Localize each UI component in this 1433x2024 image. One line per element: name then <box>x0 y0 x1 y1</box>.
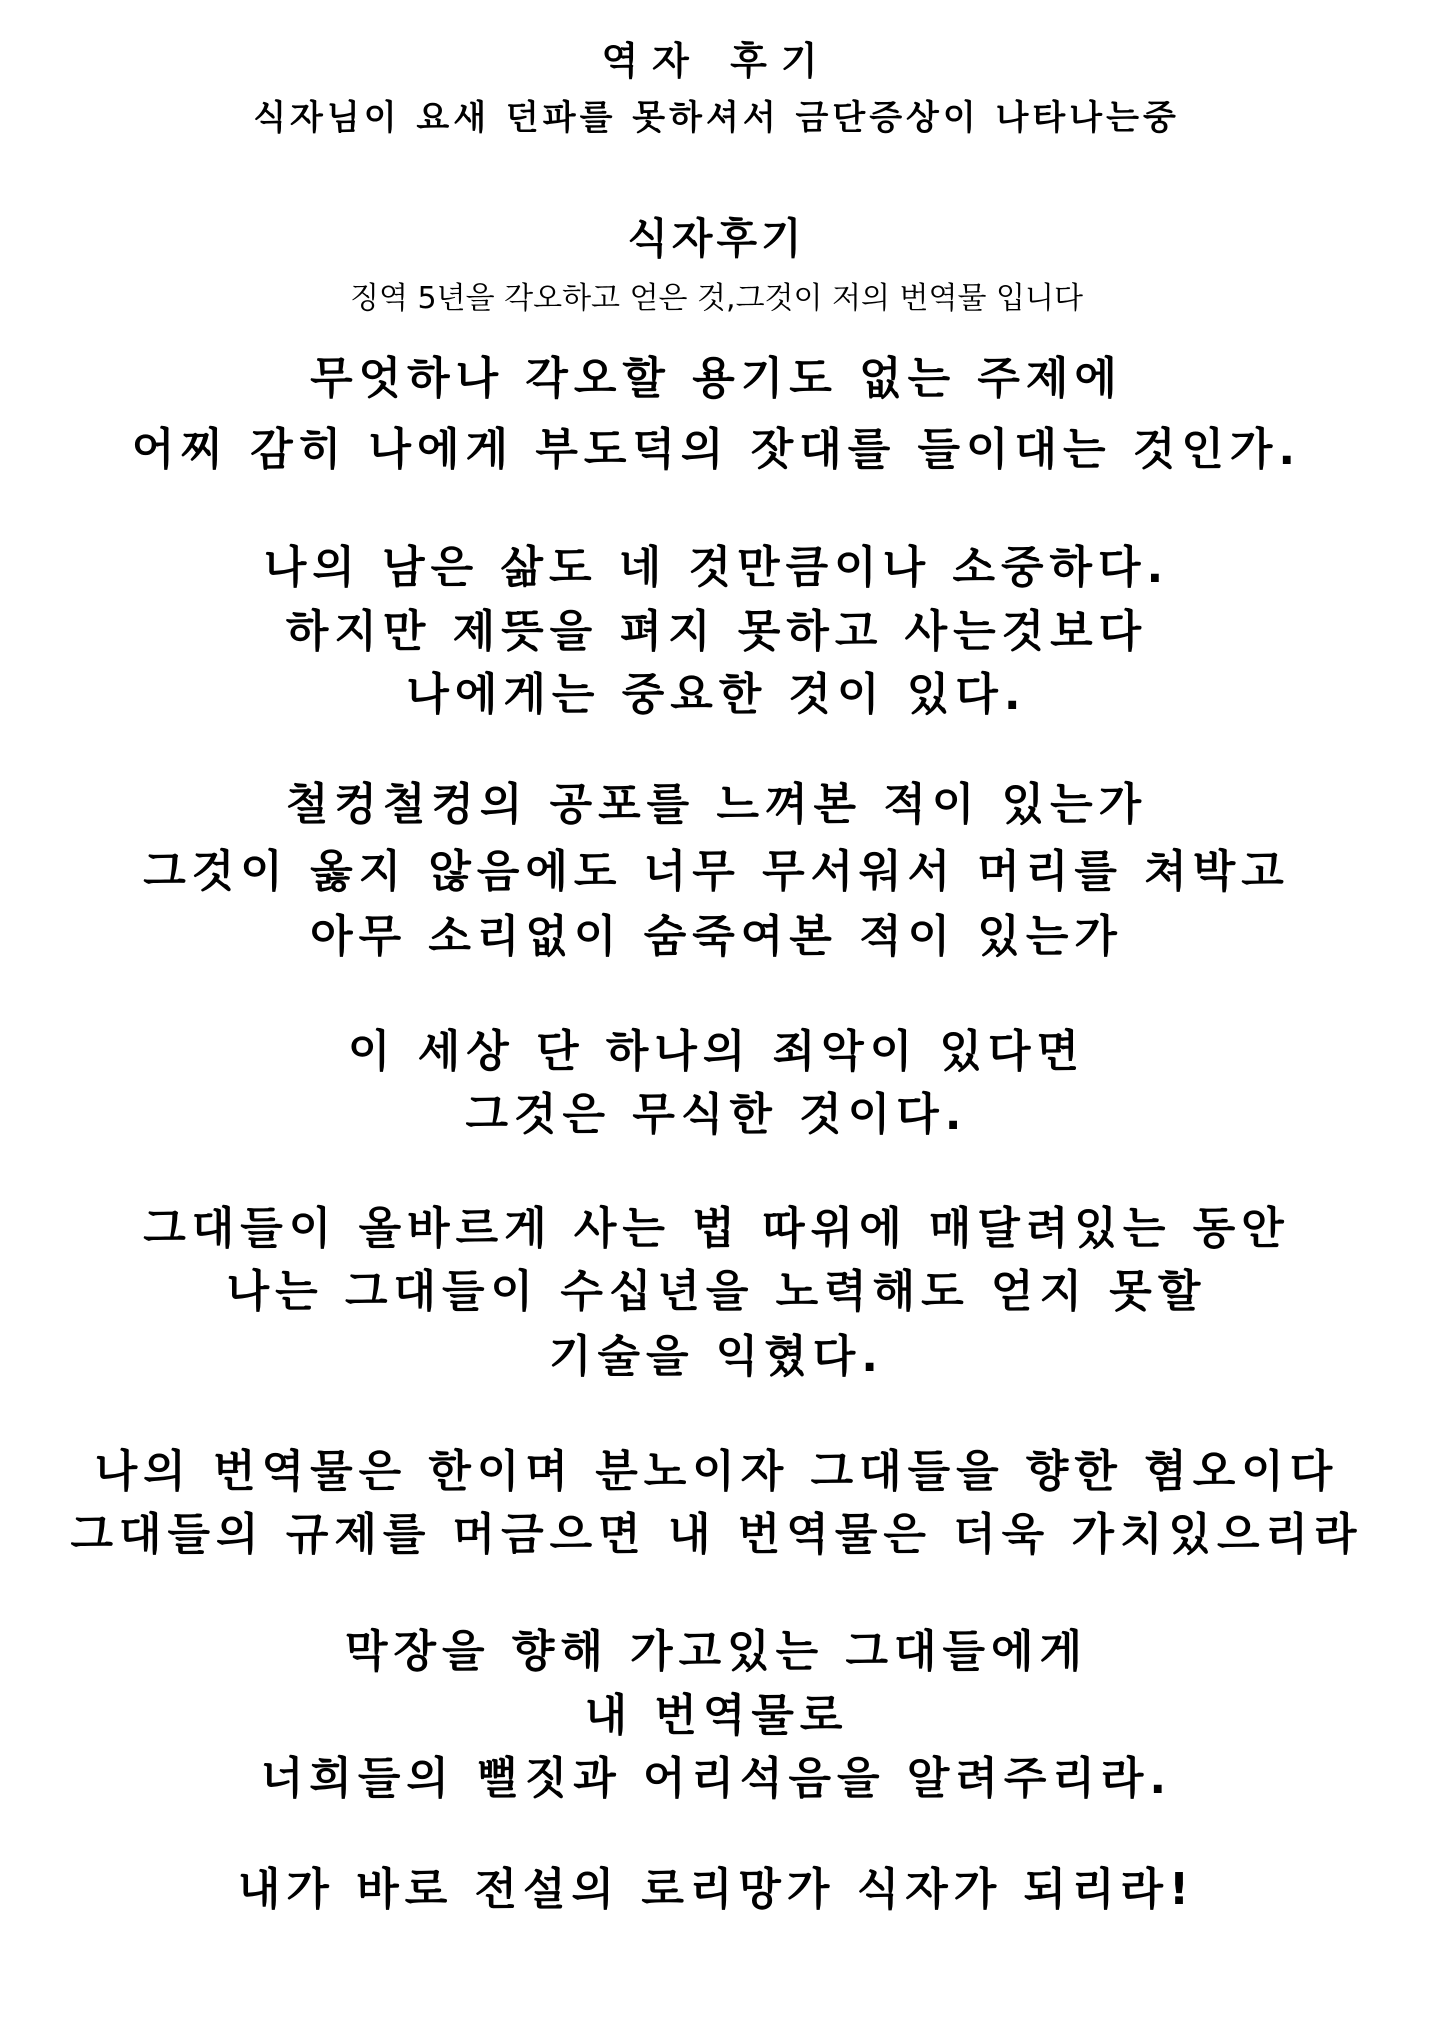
poem-line: 그것은 무식한 것이다. <box>465 1089 968 1140</box>
poem-line: 기술을 익혔다. <box>548 1331 885 1382</box>
poem-line: 그대들이 올바르게 사는 법 따위에 매달려있는 동안 <box>143 1203 1290 1254</box>
poem-line: 하지만 제뜻을 펴지 못하고 사는것보다 <box>285 606 1148 657</box>
poem-line: 무엇하나 각오할 용기도 없는 주제에 <box>310 353 1123 404</box>
poem-line: 그것이 옳지 않음에도 너무 무서워서 머리를 쳐박고 <box>143 846 1290 897</box>
poem-line: 그대들의 규제를 머금으면 내 번역물은 더욱 가치있으리라 <box>70 1509 1363 1560</box>
poem-line: 나의 남은 삶도 네 것만큼이나 소중하다. <box>263 542 1170 593</box>
poem-line: 아무 소리없이 숨죽여본 적이 있는가 <box>310 911 1123 962</box>
typesetter-afterword-subtitle: 징역 5년을 각오하고 얻은 것,그것이 저의 번역물 입니다 <box>350 281 1083 316</box>
poem-line: 나의 번역물은 한이며 분노이자 그대들을 향한 혐오이다 <box>94 1446 1339 1497</box>
poem-line: 이 세상 단 하나의 죄악이 있다면 <box>347 1026 1086 1077</box>
typesetter-afterword-title: 식자후기 <box>627 214 806 263</box>
poem-line: 너희들의 뻘짓과 어리석음을 알려주리라. <box>260 1753 1173 1804</box>
poem-line: 내 번역물로 <box>584 1690 849 1741</box>
poem-line: 내가 바로 전설의 로리망가 식자가 되리라! <box>237 1864 1196 1915</box>
poem-line: 나는 그대들이 수십년을 노력해도 얻지 못할 <box>226 1266 1207 1317</box>
poem-line: 철컹철컹의 공포를 느껴본 적이 있는가 <box>285 779 1148 830</box>
poem-line: 나에게는 중요한 것이 있다. <box>406 669 1027 720</box>
translator-afterword-text: 식자님이 요새 던파를 못하셔서 금단증상이 나타나는중 <box>253 98 1180 138</box>
translator-afterword-title: 역자 후기 <box>601 39 832 83</box>
poem-line: 막장을 향해 가고있는 그대들에게 <box>344 1626 1088 1677</box>
poem-line: 어찌 감히 나에게 부도덕의 잣대를 들이대는 것인가. <box>131 424 1302 475</box>
